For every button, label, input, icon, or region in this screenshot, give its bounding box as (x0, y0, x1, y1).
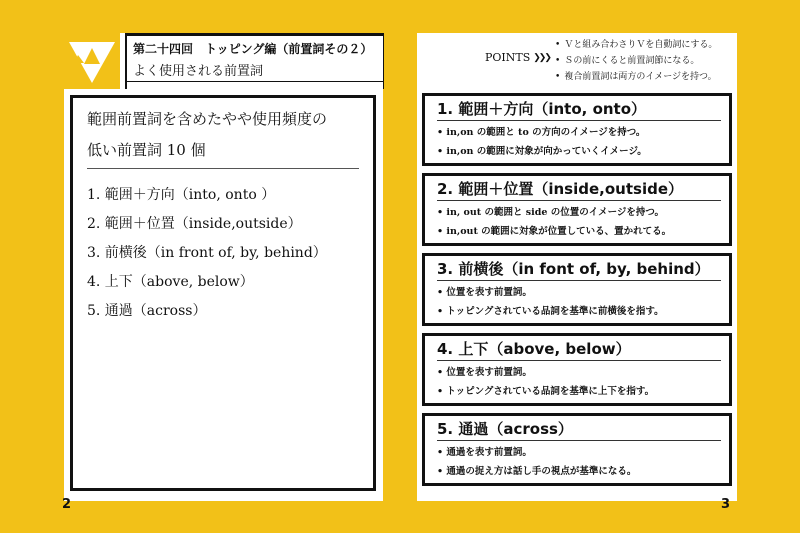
header-bottom-rule (127, 81, 383, 82)
card-underline (437, 280, 721, 281)
card-bullet: • 位置を表す前置詞。 (437, 287, 532, 298)
card-bullet: • in,out の範囲に対象が位置している、置かれてる。 (437, 226, 672, 237)
card-underline (437, 200, 721, 201)
list-item: 5. 通過（across） (87, 303, 207, 319)
prepositions-list (87, 181, 359, 326)
card-underline (437, 120, 721, 121)
card-above-below (422, 333, 732, 406)
lesson-header (125, 33, 383, 89)
card-into-onto (422, 93, 732, 166)
card-bullet: • in,on の範囲と to の方向のイメージを持つ。 (437, 127, 646, 138)
points-label: POINTS (485, 51, 531, 64)
card-underline (437, 360, 721, 361)
intro-divider (87, 168, 359, 169)
card-front-by-behind (422, 253, 732, 326)
card-underline (437, 440, 721, 441)
intro-line-1: 範囲前置詞を含めたやや使用頻度の (87, 110, 328, 128)
card-title: 2. 範囲＋位置（inside,outside） (437, 180, 683, 198)
card-title: 3. 前横後（in font of, by, behind） (437, 260, 710, 278)
triangle-logo-icon (64, 33, 120, 89)
summary-box (70, 95, 376, 491)
card-across (422, 413, 732, 486)
lesson-subtitle: 第二十四回 トッピング編（前置詞その２） (133, 42, 373, 56)
card-title: 5. 通過（across） (437, 420, 573, 438)
card-title: 1. 範囲＋方向（into, onto） (437, 100, 647, 118)
header-top-rule (127, 33, 383, 36)
header-right-rule (383, 33, 384, 89)
list-item: 2. 範囲＋位置（inside,outside） (87, 216, 302, 232)
list-item: 4. 上下（above, below） (87, 274, 254, 290)
card-bullet: • 位置を表す前置詞。 (437, 367, 532, 378)
triple-chevron-icon: ❯❯❯ (533, 52, 550, 63)
page-number-left: 2 (62, 497, 72, 512)
point-item: • Ｖと組み合わさりＶを自動詞にする。 (555, 37, 717, 53)
card-bullet: • トッピングされている品詞を基準に上下を指す。 (437, 386, 655, 397)
points-list (555, 37, 717, 85)
card-inside-outside (422, 173, 732, 246)
page-number-right: 3 (721, 497, 731, 512)
points-label-group (485, 51, 550, 64)
point-item: • 複合前置詞は両方のイメージを持つ。 (555, 69, 717, 85)
right-page (417, 33, 737, 501)
card-title: 4. 上下（above, below） (437, 340, 631, 358)
intro-line-2: 低い前置詞 10 個 (87, 141, 206, 159)
card-bullet: • in,on の範囲に対象が向かっていくイメージ。 (437, 146, 647, 157)
lesson-title: よく使用される前置詞 (133, 64, 264, 79)
card-bullet: • 通過を表す前置詞。 (437, 447, 532, 458)
point-item: • Ｓの前にくると前置詞節になる。 (555, 53, 717, 69)
card-bullet: • 通過の捉え方は話し手の視点が基準になる。 (437, 466, 637, 477)
list-item: 1. 範囲＋方向（into, onto ） (87, 187, 276, 203)
card-bullet: • in, out の範囲と side の位置のイメージを持つ。 (437, 207, 665, 218)
list-item: 3. 前横後（in front of, by, behind） (87, 245, 327, 261)
left-page (64, 33, 383, 501)
card-bullet: • トッピングされている品詞を基準に前横後を指す。 (437, 306, 664, 317)
